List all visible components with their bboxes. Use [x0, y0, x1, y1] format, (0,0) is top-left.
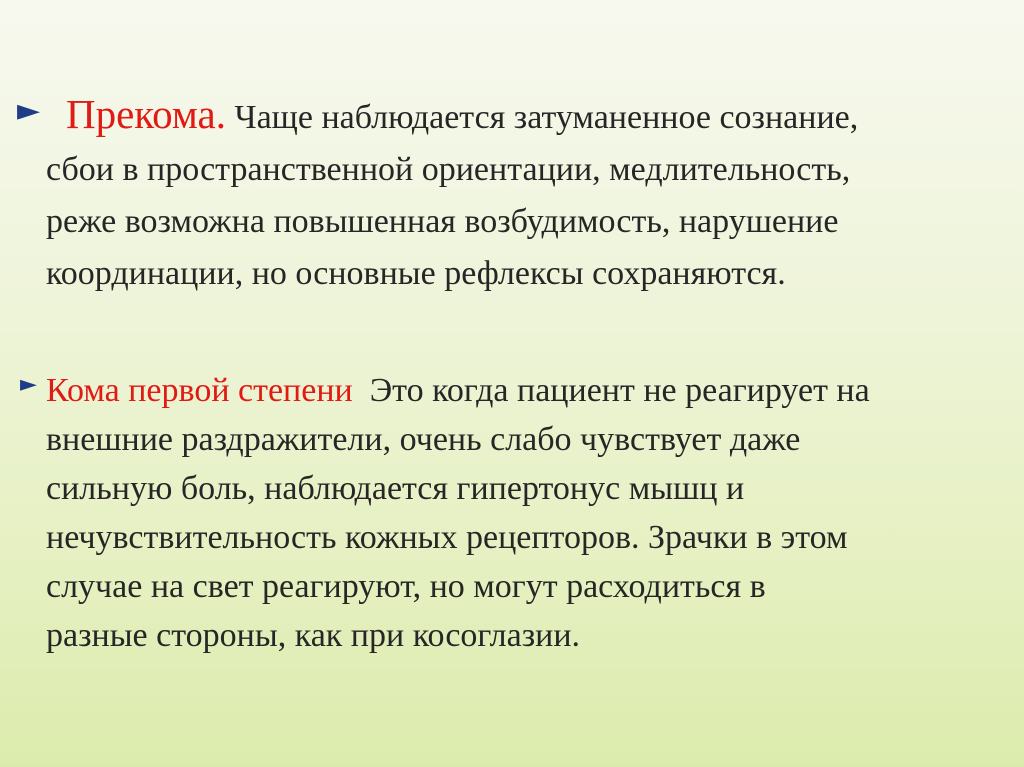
bullet-heading: Кома первой степени: [46, 372, 353, 409]
bullet-text: [46, 366, 1012, 660]
bullet-line: реже возможна повышенная возбудимость, нарушение: [46, 203, 839, 240]
bullet-line: внешние раздражители, очень слабо чувствует даже: [46, 421, 801, 458]
bullet-line-text: Чаще наблюдается затуманенное сознание,: [225, 99, 859, 136]
bullet-text: [46, 88, 1012, 300]
bullet-line: сильную боль, наблюдается гипертонус мышц и: [46, 470, 745, 507]
bullet-line: [46, 88, 1012, 144]
bullet-line: нечувствительность кожных рецепторов. Зрачки в этом: [46, 519, 848, 556]
bullet-line-text: Это когда пациент не реагирует на: [352, 372, 870, 409]
bullet-arrow-icon: ►: [20, 372, 37, 397]
bullet-line: сбои в пространственной ориентации, медлительность,: [46, 151, 851, 188]
bullet-line: случае на свет реагируют, но могут расходиться в: [46, 568, 766, 605]
bullet-line: [46, 366, 1012, 415]
bullet-line: разные стороны, как при косоглазии.: [46, 617, 581, 654]
bullet-heading: Прекома.: [66, 91, 226, 137]
bullet-line: координации, но основные рефлексы сохраняются.: [46, 255, 786, 292]
bullet-arrow-icon: ►: [17, 93, 41, 128]
